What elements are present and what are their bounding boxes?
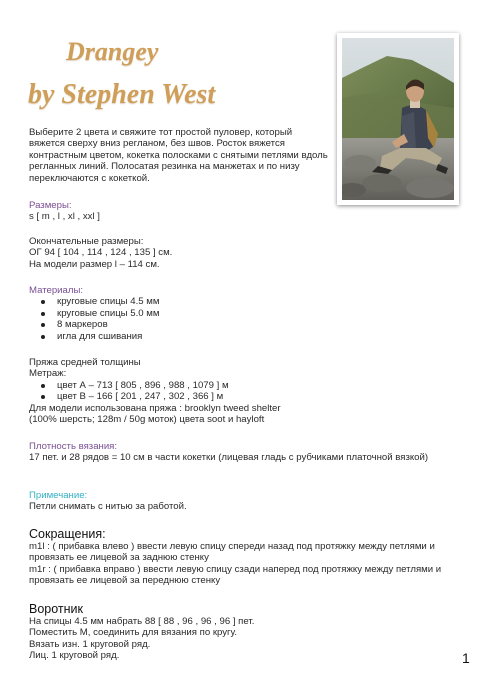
- title-line-1: Drangey: [66, 37, 159, 66]
- list-item: 8 маркеров: [29, 319, 159, 330]
- collar-line-1: На спицы 4.5 мм набрать 88 [ 88 , 96 , 96 , 96 ] пет.: [29, 616, 255, 627]
- final-sizes-line-2: На модели размер l – 114 см.: [29, 258, 160, 270]
- list-item: круговые спицы 5.0 мм: [29, 308, 159, 319]
- yarn-list: [29, 380, 281, 403]
- gauge-text: 17 пет. и 28 рядов = 10 см в части кокетки (лицевая гладь с рубчиками платочной вязкой): [29, 452, 429, 464]
- yarn-line-1: Пряжа средней толщины: [29, 357, 141, 368]
- abbreviations-heading: Сокращения:: [29, 527, 106, 541]
- abbrev-m1r: m1r : ( прибавка вправо ) ввести левую спицу сзади наперед под протяжку между петлями и провязать ее лицевой за переднюю стенку: [29, 563, 442, 587]
- materials-heading: Материалы:: [29, 285, 84, 296]
- note-text: Петли снимать с нитью за работой.: [29, 501, 187, 513]
- gauge-section: [29, 441, 469, 464]
- collar-line-4: Лиц. 1 круговой ряд.: [29, 650, 120, 662]
- yarn-line-3: Для модели использована пряжа : brooklyn tweed shelter: [29, 402, 281, 414]
- final-sizes-line-1: ОГ 94 [ 104 , 114 , 124 , 135 ] см.: [29, 247, 173, 259]
- yarn-line-4: (100% шерсть; 128m / 50g моток) цвета soot и hayloft: [29, 414, 265, 426]
- abbrev-m1l: m1l : ( прибавка влево ) ввести левую спицу спереди назад под протяжку между петлями и провязать ее лицевой за заднюю стенку: [29, 541, 435, 564]
- gauge-heading: Плотность вязания:: [29, 441, 118, 452]
- sizes-section: [29, 200, 100, 223]
- collar-section: [29, 602, 254, 662]
- yarn-line-2: Метраж:: [29, 368, 67, 380]
- list-item: цвет В – 166 [ 201 , 247 , 302 , 366 ] м: [29, 391, 281, 402]
- list-item: цвет А – 713 [ 805 , 896 , 988 , 1079 ] м: [29, 380, 281, 391]
- yarn-section: [29, 357, 281, 425]
- note-heading: Примечание:: [29, 490, 88, 501]
- model-photo-icon: [342, 38, 454, 200]
- materials-section: [29, 285, 159, 342]
- list-item: круговые спицы 4.5 мм: [29, 296, 159, 307]
- collar-heading: Воротник: [29, 602, 83, 616]
- intro-paragraph: [29, 127, 329, 184]
- sizes-value: s [ m , l , xl , xxl ]: [29, 211, 100, 223]
- final-sizes-heading: Окончательные размеры:: [29, 236, 144, 247]
- collar-line-3: Вязать изн. 1 круговой ряд.: [29, 638, 151, 650]
- materials-list: [29, 296, 159, 342]
- page-number: 1: [462, 650, 470, 666]
- abbreviations-section: [29, 527, 469, 587]
- collar-line-2: Поместить М, соединить для вязания по кругу.: [29, 627, 238, 639]
- sizes-heading: Размеры:: [29, 200, 72, 211]
- final-sizes-section: [29, 236, 172, 270]
- model-photo: [337, 33, 459, 205]
- intro-text: Выберите 2 цвета и свяжите тот простой пуловер, который вяжется сверху вниз регланом, без швов. Росток вяжется контрастным цветом, кокетка полосками с снятыми петлями вдоль регланных линий. Полосатая резинка на манжетах и по низу переключаются с кокеткой.: [29, 127, 328, 184]
- list-item: игла для сшивания: [29, 331, 159, 342]
- note-section: [29, 490, 187, 513]
- title-line-2: by Stephen West: [28, 79, 216, 110]
